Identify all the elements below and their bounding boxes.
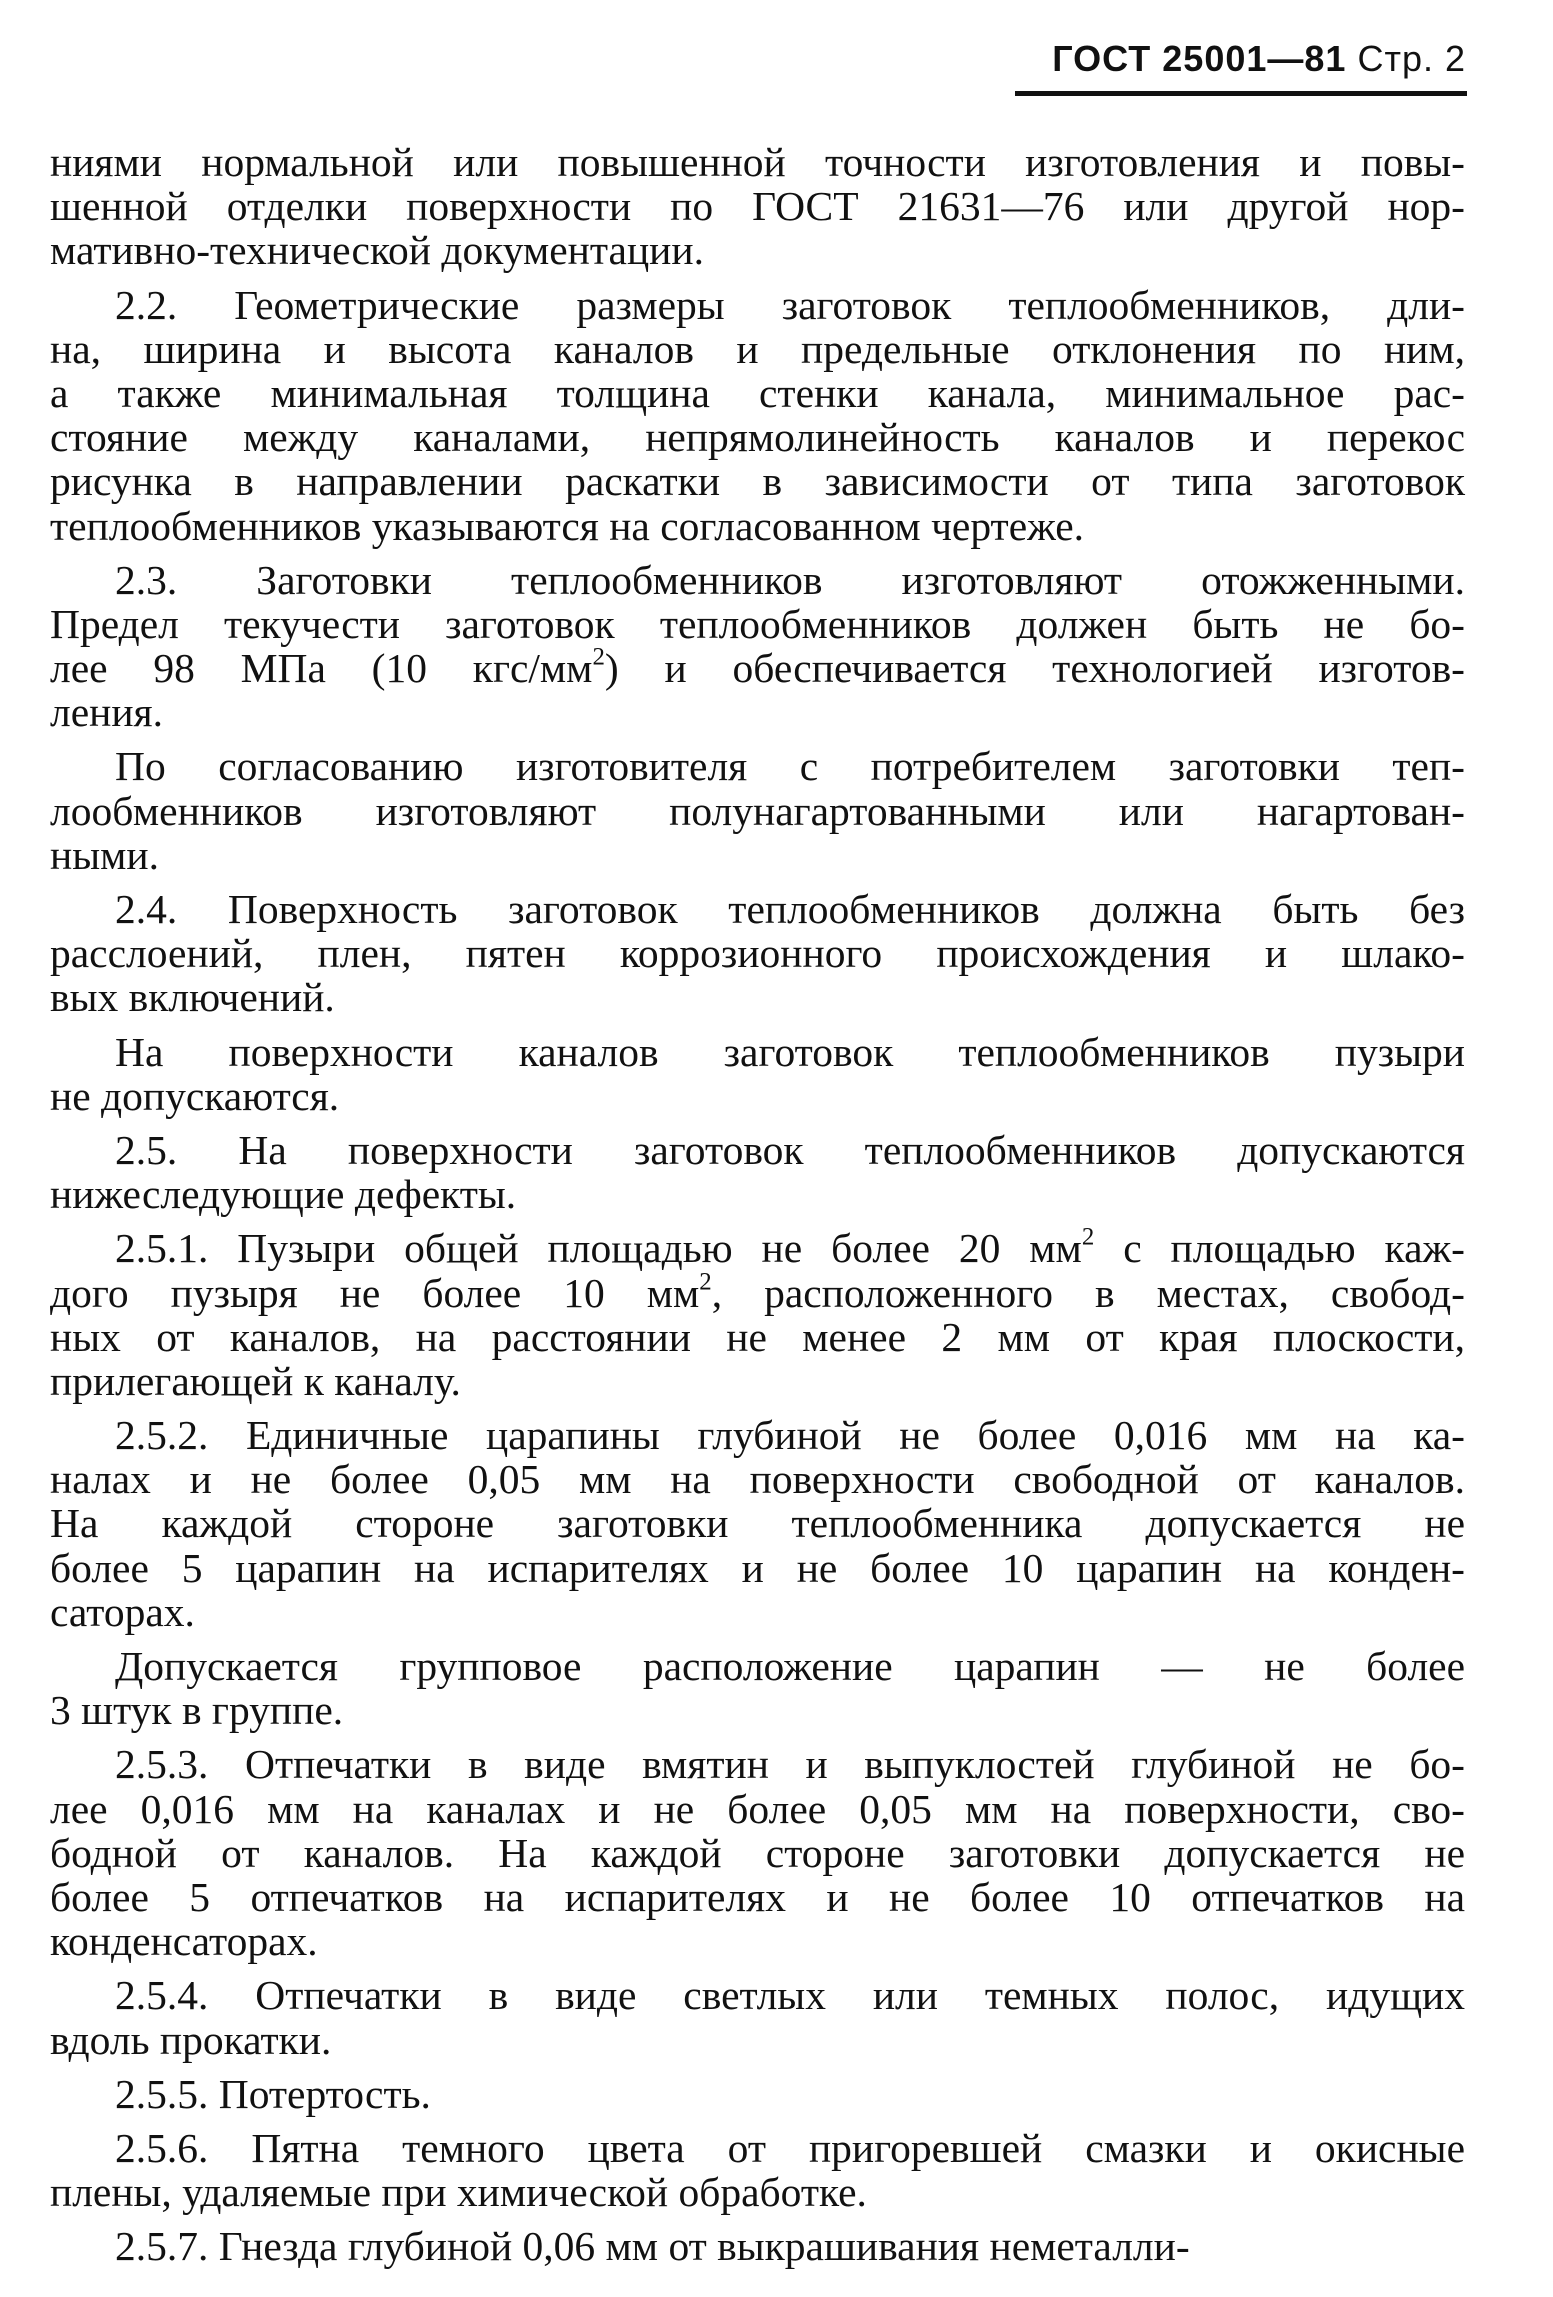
- page-header: [1052, 38, 1466, 80]
- text-line: По согласованию изготовителя с потребителем заготовки теп-: [115, 743, 1465, 790]
- paragraph: [50, 558, 1465, 735]
- text-line: ниями нормальной или повышенной точности изготовления и повы-: [50, 139, 1465, 185]
- text-line: конденсаторах.: [50, 1918, 318, 1965]
- text-line: саторах.: [50, 1588, 195, 1635]
- text-line: мативно-технической документации.: [50, 227, 704, 274]
- body-text: [50, 140, 1465, 2268]
- text-line: ления.: [50, 689, 164, 736]
- text-line: более 5 отпечатков на испарителях и не более 10 отпечатков на: [50, 1873, 1465, 1920]
- text-line: прилегающей к каналу.: [50, 1357, 461, 1404]
- paragraph: [50, 2126, 1465, 2214]
- text-line: нижеследующие дефекты.: [50, 1171, 517, 1218]
- text-line: налах и не более 0,05 мм на поверхности свободной от каналов.: [50, 1456, 1465, 1503]
- text-line: плены, удаляемые при химической обработке.: [50, 2169, 867, 2216]
- paragraph: [50, 1223, 1465, 1404]
- paragraph: [50, 744, 1465, 877]
- text-line: 2.2. Геометрические размеры заготовок теплообменников, дли-: [115, 281, 1465, 328]
- text-line: бодной от каналов. На каждой стороне заготовки допускается не: [50, 1829, 1465, 1876]
- text-line: На поверхности каналов заготовок теплообменников пузыри: [115, 1028, 1465, 1075]
- text-line: Предел текучести заготовок теплообменников должен быть не бо-: [50, 600, 1465, 647]
- paragraph: [50, 1030, 1465, 1118]
- text-line: На каждой стороне заготовки теплообменника допускается не: [50, 1500, 1465, 1547]
- paragraph: [50, 140, 1465, 273]
- paragraph: [50, 1742, 1465, 1963]
- text-line: более 5 царапин на испарителях и не более 10 царапин на конден-: [50, 1544, 1465, 1591]
- text-line: шенной отделки поверхности по ГОСТ 21631—76 или другой нор-: [50, 183, 1465, 230]
- text-line: расслоений, плен, пятен коррозионного происхождения и шлако-: [50, 930, 1465, 977]
- paragraph: [50, 887, 1465, 1020]
- text-line: 2.4. Поверхность заготовок теплообменников должна быть без: [115, 886, 1465, 932]
- paragraph: [50, 1973, 1465, 2061]
- paragraph: [50, 1413, 1465, 1634]
- text-line: 2.5.4. Отпечатки в виде светлых или темных полос, идущих: [115, 1972, 1465, 2019]
- text-line: 2.5.2. Единичные царапины глубиной не более 0,016 мм на ка-: [115, 1412, 1465, 1459]
- text-line: 2.5.6. Пятна темного цвета от пригоревшей смазки и окисные: [115, 2124, 1465, 2171]
- text-line: рисунка в направлении раскатки в зависимости от типа заготовок: [50, 458, 1465, 505]
- header-rule: [1015, 91, 1467, 96]
- text-line: лее 0,016 мм на каналах и не более 0,05 мм на поверхности, сво-: [50, 1785, 1465, 1832]
- text-line: 2.5.1. Пузыри общей площадью не более 20 $мм^2$ с площадью каж-: [115, 1223, 1465, 1272]
- text-line: вдоль прокатки.: [50, 2016, 332, 2063]
- text-line: лообменников изготовляют полунагартованными или нагартован-: [50, 787, 1465, 834]
- text-line: теплообменников указываются на согласованном чертеже.: [50, 502, 1085, 549]
- text-line: дого пузыря не более 10 $мм^2$, расположенного в местах, свобод-: [50, 1268, 1465, 1316]
- text-line: 3 штук в группе.: [50, 1687, 344, 1734]
- text-line: ными.: [50, 831, 159, 878]
- text-line: вых включений.: [50, 974, 335, 1021]
- text-line: на, ширина и высота каналов и предельные отклонения по ним,: [50, 325, 1465, 372]
- paragraph: [50, 2224, 1465, 2268]
- text-line: Допускается групповое расположение царапин — не более: [115, 1643, 1465, 1689]
- paragraph: [50, 1644, 1465, 1732]
- text-line: 2.5.5. Потертость.: [115, 2070, 431, 2117]
- document-id: ГОСТ 25001—81: [1052, 38, 1347, 79]
- text-line: а также минимальная толщина стенки канала, минимальное рас-: [50, 369, 1465, 416]
- text-line: ных от каналов, на расстоянии не менее 2 мм от края плоскости,: [50, 1313, 1465, 1360]
- text-line: лее 98 МПа (10 кгс/$мм^2$) и обеспечивается технологией изготов-: [50, 643, 1465, 692]
- text-line: 2.3. Заготовки теплообменников изготовляют отожженными.: [115, 556, 1465, 603]
- text-line: не допускаются.: [50, 1072, 340, 1119]
- text-line: 2.5.7. Гнезда глубиной 0,06 мм от выкрашивания неметалли-: [115, 2223, 1190, 2270]
- page-number: Стр. 2: [1357, 38, 1466, 79]
- paragraph: [50, 283, 1465, 548]
- text-line: стояние между каналами, непрямолинейность каналов и перекос: [50, 414, 1465, 461]
- paragraph: [50, 2072, 1465, 2116]
- paragraph: [50, 1128, 1465, 1216]
- text-line: 2.5.3. Отпечатки в виде вмятин и выпуклостей глубиной не бо-: [115, 1741, 1465, 1788]
- text-line: 2.5. На поверхности заготовок теплообменников допускаются: [115, 1126, 1465, 1173]
